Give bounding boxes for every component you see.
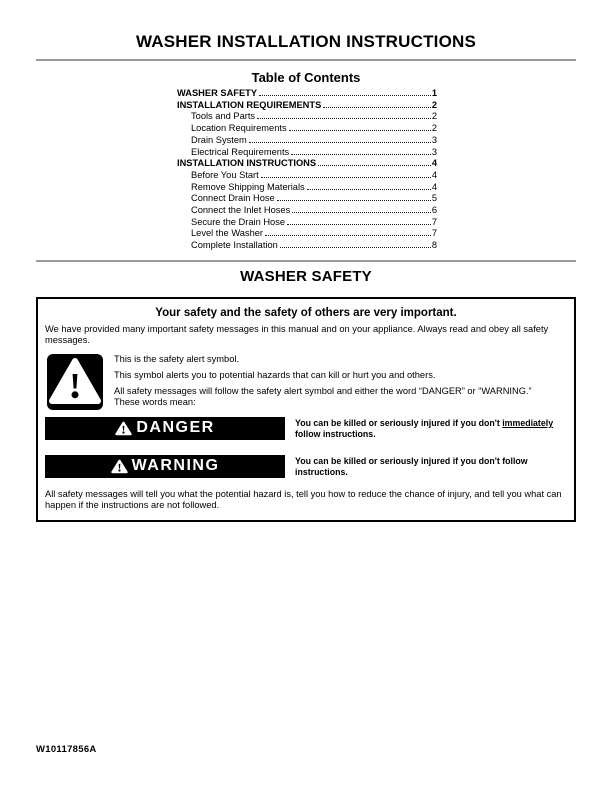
toc-leader-dots bbox=[318, 165, 431, 166]
toc-leader-dots bbox=[287, 224, 431, 225]
toc-leader-dots bbox=[307, 189, 431, 190]
toc-entry-label: Drain System bbox=[191, 134, 247, 145]
toc-entry bbox=[177, 228, 437, 240]
toc-entry-label: Connect the Inlet Hoses bbox=[191, 205, 291, 216]
safety-alert-row bbox=[45, 354, 567, 410]
danger-text: You can be killed or seriously injured if you don't bbox=[295, 417, 503, 428]
toc-entry-label: Before You Start bbox=[191, 169, 259, 180]
safety-alert-icon bbox=[47, 354, 103, 410]
toc-entry bbox=[177, 111, 437, 123]
toc-entry bbox=[177, 170, 437, 182]
safety-box-outro: All safety messages will tell you what the potential hazard is, tell you how to reduce the chance of injury, and tell you what can happen if the instructions are not followed. bbox=[45, 488, 562, 511]
toc-entry-page-number: 2 bbox=[431, 111, 437, 122]
toc-entry bbox=[177, 158, 437, 170]
toc-entry-page-number: 6 bbox=[431, 205, 437, 216]
toc-heading: Table of Contents bbox=[251, 70, 361, 85]
page-title: WASHER INSTALLATION INSTRUCTIONS bbox=[135, 32, 477, 51]
toc-entry-page-number: 4 bbox=[431, 169, 437, 180]
toc-entry bbox=[177, 193, 437, 205]
warning-label: WARNING bbox=[131, 457, 220, 475]
danger-description bbox=[295, 417, 553, 441]
toc-leader-dots bbox=[257, 118, 431, 119]
alert-line: These words mean: bbox=[114, 397, 196, 408]
toc-entry-page-number: 3 bbox=[431, 146, 437, 157]
toc-entry-label: Electrical Requirements bbox=[191, 146, 290, 157]
toc-leader-dots bbox=[292, 212, 431, 213]
toc-entry-page-number: 7 bbox=[431, 228, 437, 239]
toc-entry-label: Tools and Parts bbox=[191, 111, 256, 122]
toc-entry-page-number: 4 bbox=[431, 158, 437, 169]
toc-entry-page-number: 4 bbox=[431, 181, 437, 192]
toc-leader-dots bbox=[259, 95, 431, 96]
toc-leader-dots bbox=[265, 235, 431, 236]
alert-line: All safety messages will follow the safety alert symbol and either the word “DANGER” or “WARNING.” bbox=[114, 385, 532, 396]
toc-entry-page-number: 2 bbox=[431, 123, 437, 134]
horizontal-rule-mid bbox=[36, 260, 576, 262]
toc-entry-page-number: 7 bbox=[431, 216, 437, 227]
toc-leader-dots bbox=[323, 107, 431, 108]
safety-box-intro: We have provided many important safety messages in this manual and on your appliance. Always read and obey all safety messages. bbox=[45, 323, 549, 346]
danger-signal-bar bbox=[45, 417, 285, 440]
toc-leader-dots bbox=[291, 154, 431, 155]
safety-alert-text bbox=[114, 354, 532, 410]
toc-entry-label: Secure the Drain Hose bbox=[191, 216, 286, 227]
warning-signal-bar bbox=[45, 455, 285, 478]
warning-triangle-icon bbox=[111, 459, 128, 474]
danger-row bbox=[45, 417, 567, 441]
toc-list bbox=[177, 88, 437, 252]
toc-entry-page-number: 3 bbox=[431, 134, 437, 145]
toc-entry bbox=[177, 240, 437, 252]
part-number: W10117856A bbox=[36, 744, 97, 755]
toc-leader-dots bbox=[261, 177, 431, 178]
toc-entry bbox=[177, 147, 437, 159]
danger-label: DANGER bbox=[136, 419, 215, 437]
toc-entry-label: Level the Washer bbox=[191, 228, 264, 239]
toc-leader-dots bbox=[249, 142, 431, 143]
horizontal-rule-top bbox=[36, 59, 576, 61]
toc-entry-label: INSTALLATION REQUIREMENTS bbox=[177, 99, 322, 110]
toc-entry-label: Location Requirements bbox=[191, 123, 287, 134]
warning-row bbox=[45, 455, 567, 479]
washer-safety-heading: WASHER SAFETY bbox=[240, 267, 372, 285]
toc-entry-label: Connect Drain Hose bbox=[191, 193, 275, 204]
alert-line: This symbol alerts you to potential hazards that can kill or hurt you and others. bbox=[114, 369, 436, 380]
toc-entry bbox=[177, 182, 437, 194]
toc-entry-label: INSTALLATION INSTRUCTIONS bbox=[177, 158, 317, 169]
toc-entry-page-number: 1 bbox=[431, 88, 437, 98]
toc-entry bbox=[177, 123, 437, 135]
warning-text: You can be killed or seriously injured if you don't follow bbox=[295, 455, 528, 466]
toc-entry bbox=[177, 217, 437, 229]
safety-box-title: Your safety and the safety of others are very important. bbox=[155, 306, 457, 319]
toc-entry-label: Complete Installation bbox=[191, 240, 278, 251]
safety-box bbox=[36, 297, 576, 522]
toc-entry-label: Remove Shipping Materials bbox=[191, 181, 305, 192]
toc-entry bbox=[177, 205, 437, 217]
toc-entry bbox=[177, 135, 437, 147]
alert-line: This is the safety alert symbol. bbox=[114, 353, 240, 364]
toc-entry-label: WASHER SAFETY bbox=[177, 88, 258, 98]
toc-entry-page-number: 8 bbox=[431, 240, 437, 251]
toc-leader-dots bbox=[289, 130, 431, 131]
danger-text-underlined: immediately bbox=[502, 417, 554, 428]
toc-leader-dots bbox=[277, 200, 431, 201]
toc-entry bbox=[177, 88, 437, 100]
toc-entry-page-number: 5 bbox=[431, 193, 437, 204]
toc-entry bbox=[177, 100, 437, 112]
danger-text: follow instructions. bbox=[295, 429, 376, 440]
warning-triangle-icon bbox=[115, 421, 132, 436]
warning-text: instructions. bbox=[295, 467, 348, 478]
toc-entry-page-number: 2 bbox=[431, 99, 437, 110]
warning-description bbox=[295, 455, 528, 479]
toc-leader-dots bbox=[280, 247, 431, 248]
